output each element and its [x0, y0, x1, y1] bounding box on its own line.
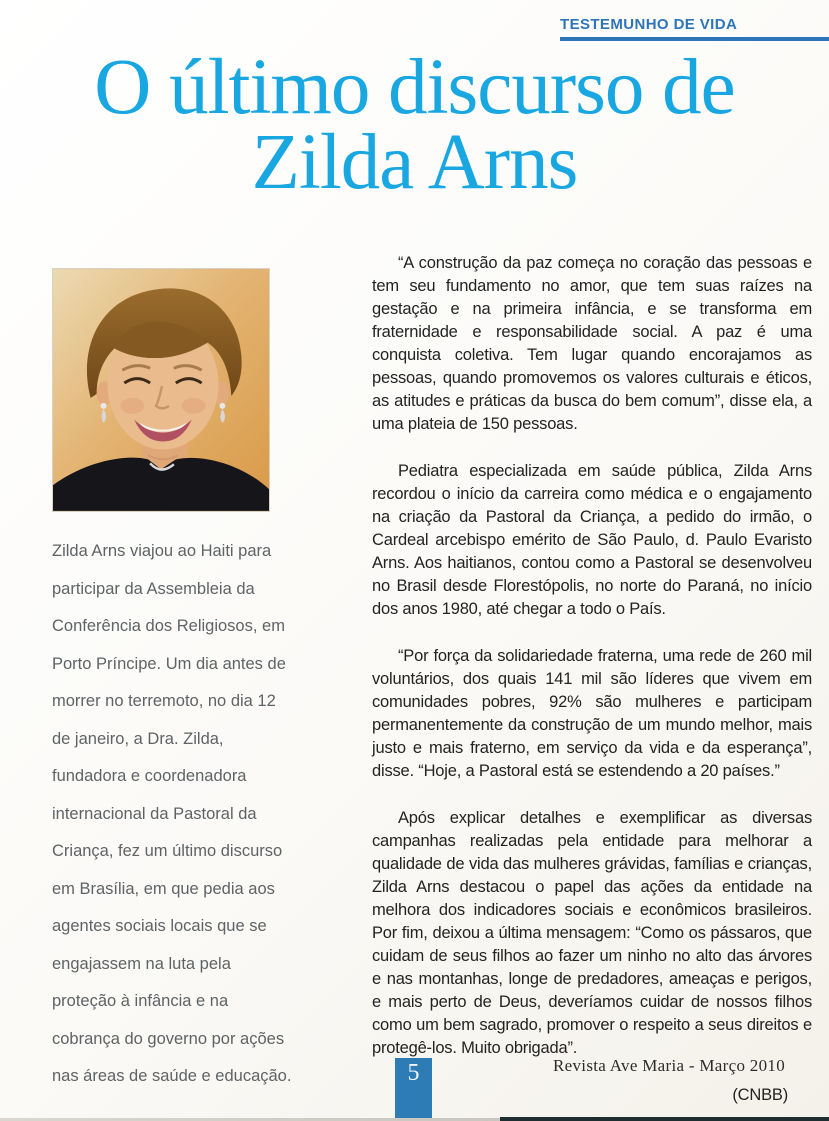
page-title-line2: Zilda Arns — [251, 119, 578, 206]
earring-left — [101, 403, 107, 409]
cheek-left — [120, 398, 144, 414]
earring-right — [219, 403, 225, 409]
page-title-line1: O último discurso de — [94, 44, 735, 131]
photo-caption: Zilda Arns viajou ao Haiti para participar da Assembleia da Conferência dos Religiosos, em Porto Príncipe. Um dia antes de morrer no terremoto, no dia 12 de janeiro, a Dra. Zilda, fundadora e coordenadora internacional da Pastoral da Criança, fez um último discurso em Brasília, em que pedia aos agentes sociais locais que se engajassem na luta pela proteção à infância e na cobrança do governo por ações nas áreas de saúde e educação. — [52, 542, 292, 1085]
article-paragraph: Após explicar detalhes e exemplificar as diversas campanhas realizadas pela entidade para melhorar a qualidade de vida das mulheres grávidas, famílias e crianças, Zilda Arns destacou o papel das ações da entidade na melhora dos indicadores sociais e econômicos brasileiros. Por fim, deixou a última mensagem: “Como os pássaros, que cuidam de seus filhos ao fazer um ninho no alto das árvores e nas montanhas, longe de predadores, ameaças e perigos, e mais perto de Deus, deveríamos cuidar de nossos filhos como um bem sagrado, promover o respeito a seus direitos e protegê-los. Muito obrigada”. — [372, 809, 812, 1057]
source-byline: (CNBB) — [732, 1086, 788, 1104]
zilda-arns-photo — [52, 268, 270, 512]
page-title — [0, 44, 829, 206]
article-paragraph: “A construção da paz começa no coração das pessoas e tem seu fundamento no amor, que tem suas raízes na gestação e na primeira infância, e se transforma em fraternidade e responsabilidade social. A paz é uma conquista coletiva. Tem lugar quando encorajamos as pessoas, quando promovemos os valores culturais e éticos, as atitudes e práticas da busca do bem comum”, disse ela, a uma plateia de 150 pessoas. — [372, 254, 812, 433]
article-paragraph: Pediatra especializada em saúde pública, Zilda Arns recordou o início da carreira como médica e o engajamento na criação da Pastoral da Criança, a pedido do irmão, o Cardeal arcebispo emérito de São Paulo, d. Paulo Evaristo Arns. Aos haitianos, contou como a Pastoral se desenvolveu no Brasil desde Florestópolis, no norte do Paraná, no início dos anos 1980, até chegar a todo o País. — [372, 462, 812, 618]
cheek-right — [182, 398, 206, 414]
section-header — [560, 16, 829, 41]
magazine-credit: Revista Ave Maria - Março 2010 — [553, 1056, 785, 1075]
article-paragraph: “Por força da solidariedade fraterna, uma rede de 260 mil voluntários, dos quais 141 mil são líderes que vivem em comunidades pobres, 92% são mulheres e participam permanentemente da construção de um mundo melhor, mais justo e mais fraterno, em serviço da vida e da esperança”, disse. “Hoje, a Pastoral está se estendendo a 20 países.” — [372, 647, 812, 780]
portrait-illustration — [53, 269, 269, 511]
article-body — [372, 252, 812, 1107]
section-label: TESTEMUNHO DE VIDA — [560, 16, 738, 33]
page-number-box — [395, 1058, 432, 1121]
bottom-edge-rule — [500, 1117, 829, 1121]
page-number: 5 — [407, 1060, 420, 1086]
